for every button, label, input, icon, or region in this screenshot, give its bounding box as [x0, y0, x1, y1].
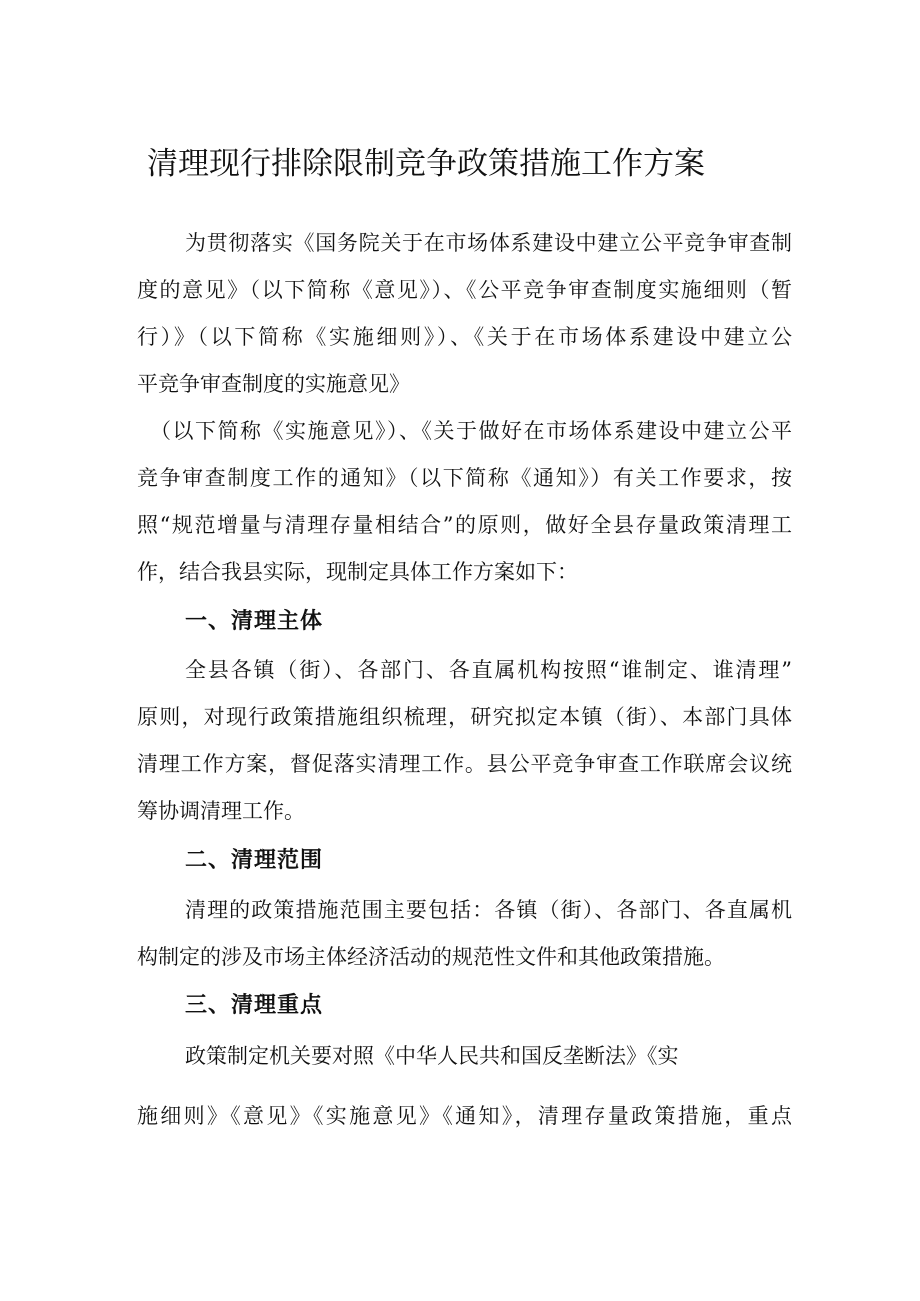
section-line: 筹协调清理工作。 — [137, 799, 305, 823]
section-line: 政策制定机关要对照《中华人民共和国反垄断法》《实 — [185, 1044, 679, 1068]
section-line: 清理的政策措施范围主要包括：各镇（街）、各部门、各直属机 — [185, 898, 792, 922]
intro-line: 行）》（以下简称《实施细则》）、《关于在市场体系建设中建立公 — [137, 325, 792, 349]
intro-line: 为贯彻落实《国务院关于在市场体系建设中建立公平竞争审查制 — [185, 231, 792, 255]
intro-line: 度的意见》（以下简称《意见》）、《公平竞争审查制度实施细则（暂 — [137, 278, 792, 302]
intro-line: （以下简称《实施意见》）、《关于做好在市场体系建设中建立公平 — [150, 419, 792, 443]
section-heading: 三、清理重点 — [185, 993, 324, 1018]
section-heading: 二、清理范围 — [185, 848, 324, 873]
section-line: 原则，对现行政策措施组织梳理，研究拟定本镇（街）、本部门具体 — [137, 705, 792, 729]
intro-line: 平竞争审查制度的实施意见》 — [137, 372, 410, 396]
section-line: 全县各镇（街）、各部门、各直属机构按照“谁制定、谁清理” — [185, 658, 792, 682]
intro-line: 作，结合我县实际，现制定具体工作方案如下： — [137, 560, 578, 584]
intro-line: 竞争审查制度工作的通知》（以下简称《通知》）有关工作要求，按 — [137, 466, 792, 490]
section-heading: 一、清理主体 — [185, 609, 324, 634]
section-line: 施细则》《意见》《实施意见》《通知》，清理存量政策措施，重点 — [137, 1104, 792, 1128]
intro-line: 照“规范增量与清理存量相结合”的原则，做好全县存量政策清理工 — [137, 513, 792, 537]
document-title: 清理现行排除限制竞争政策措施工作方案 — [147, 146, 705, 182]
section-line: 清理工作方案，督促落实清理工作。县公平竞争审查工作联席会议统 — [137, 752, 792, 776]
section-line: 构制定的涉及市场主体经济活动的规范性文件和其他政策措施。 — [137, 945, 725, 969]
